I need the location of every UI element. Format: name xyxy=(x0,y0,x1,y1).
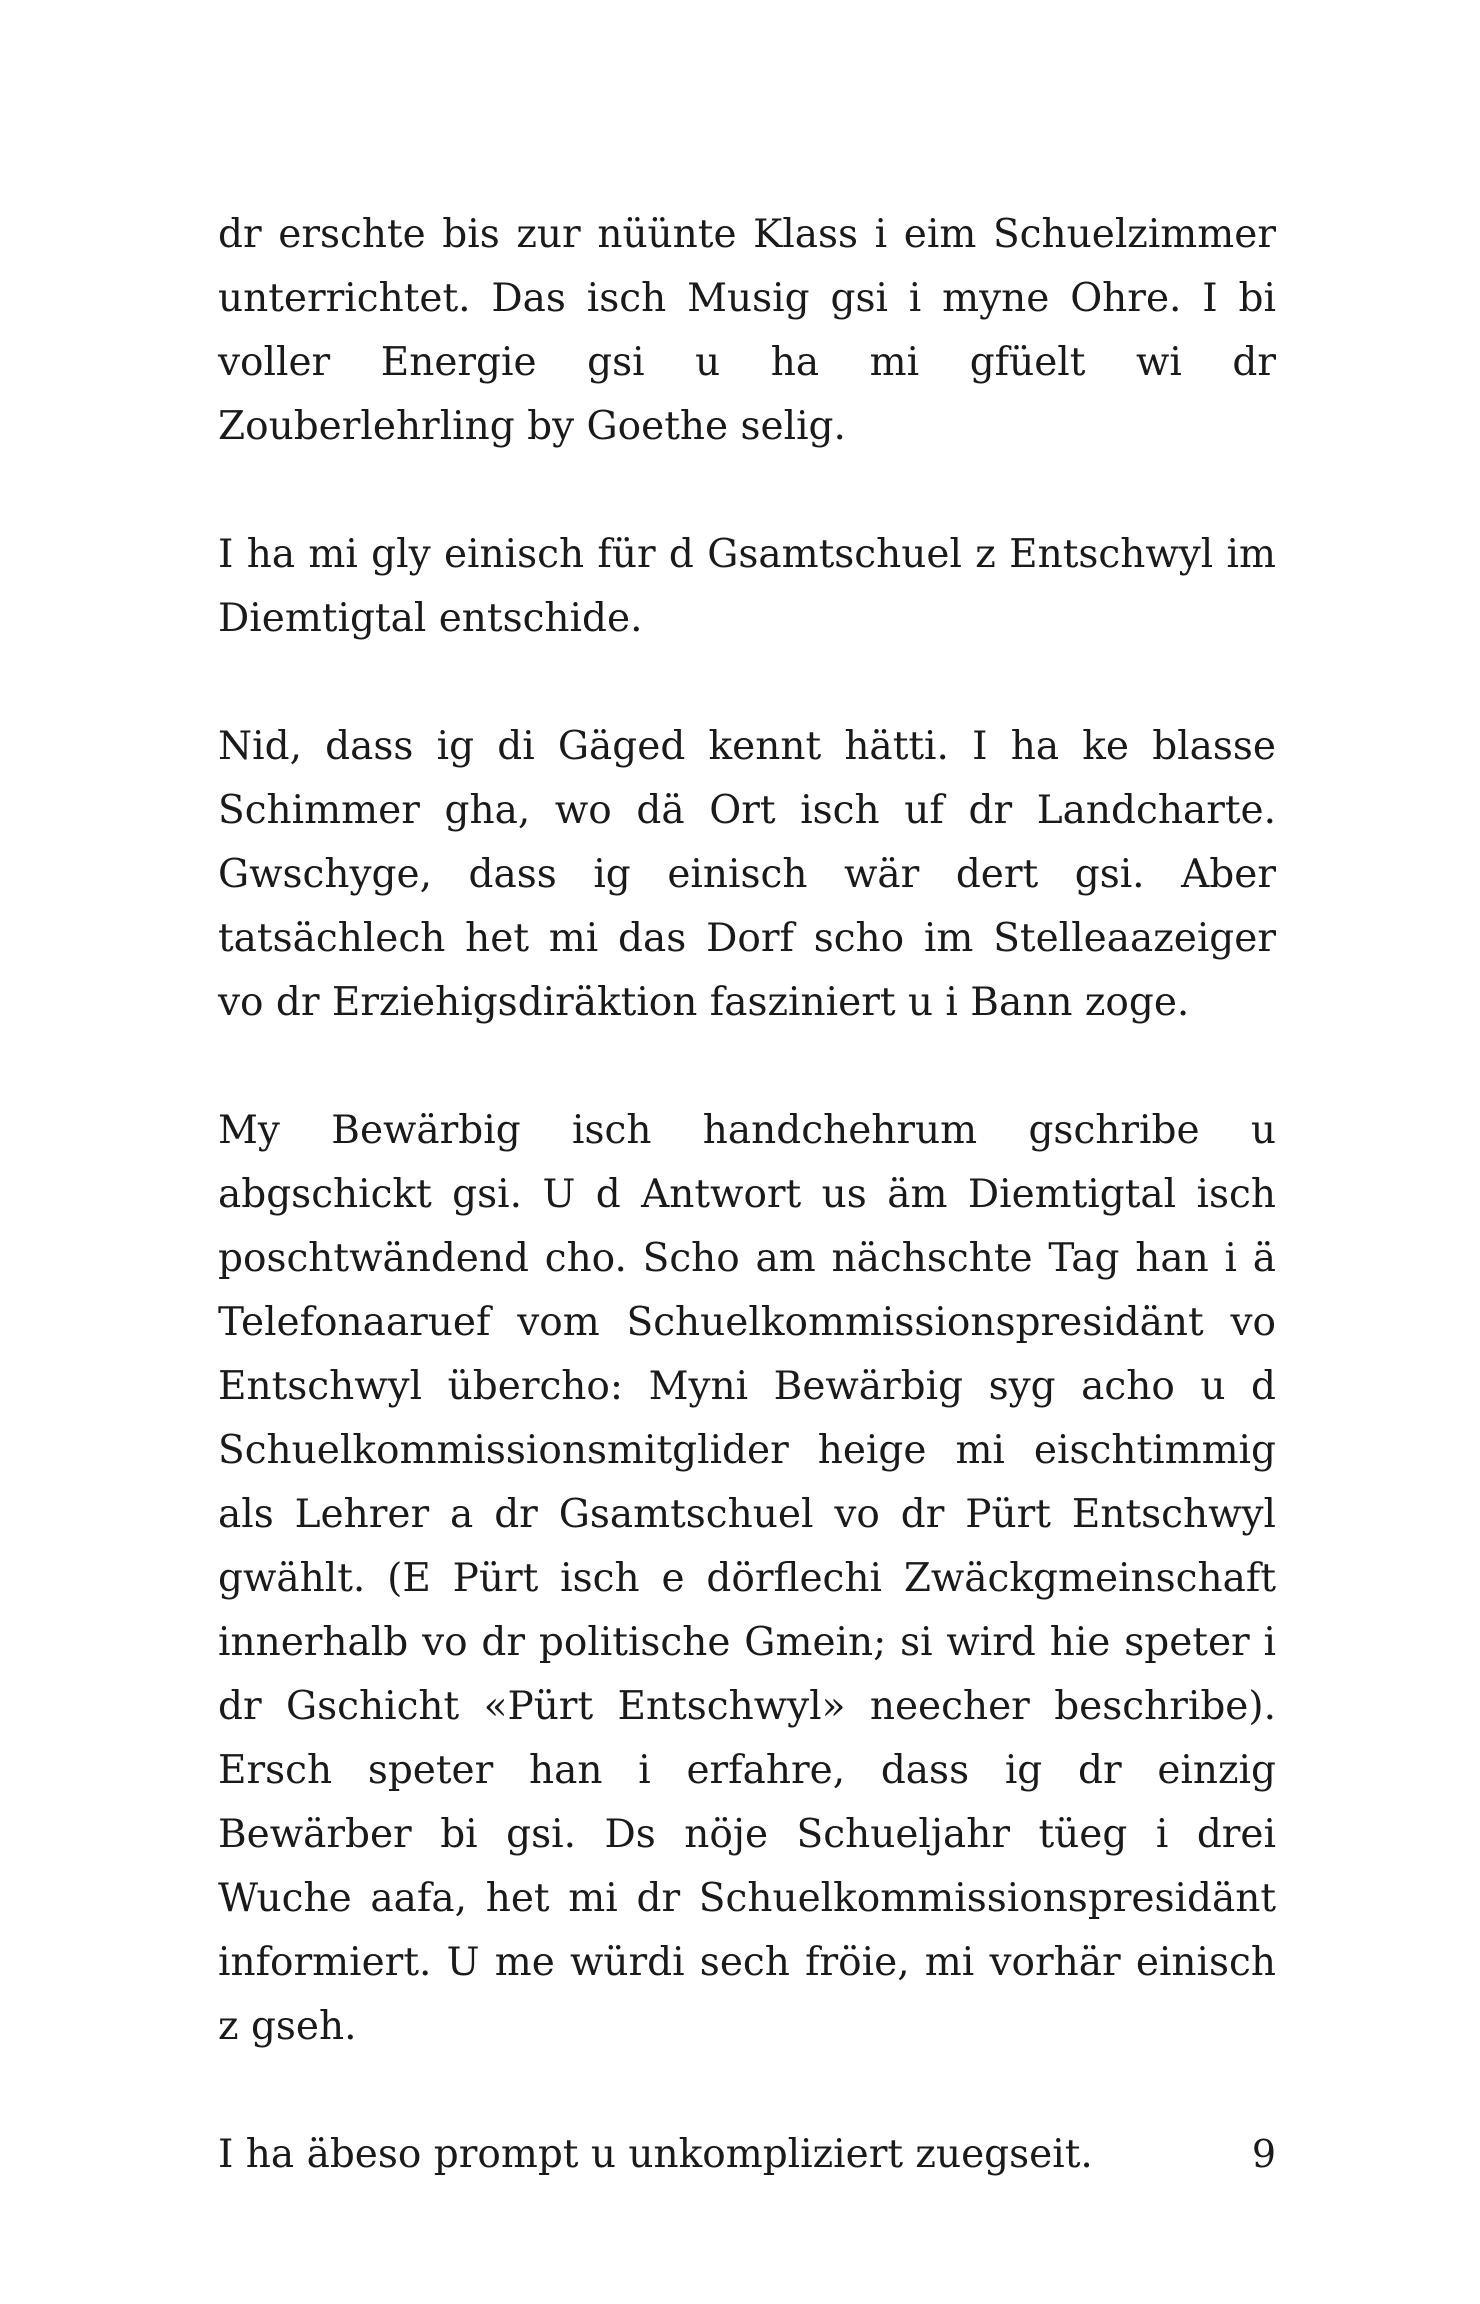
paragraph-2: I ha mi gly einisch für d Gsamtschuel z Entschwyl im Diemtigtal entschide. xyxy=(218,532,1276,641)
paragraph-3: Nid, dass ig di Gäged kennt hätti. I ha ke blasse Schimmer gha, wo dä Ort isch uf dr Landcharte. Gwschyge, dass ig einisch wär dert gsi. Aber tatsächlech het mi das Dorf scho im Stelleaazeiger vo dr Erziehigsdiräktion fasziniert u i Bann zoge. xyxy=(218,724,1276,1025)
paragraph-4: My Bewärbig isch handchehrum gschribe u abgschickt gsi. U d Antwort us äm Diemtigtal isch poschtwändend cho. Scho am nächschte Tag han i ä Telefonaaruef vom Schuelkommissionspresidänt vo Entschwyl übercho: Myni Bewärbig syg acho u d Schuelkommissionsmitglider heige mi eischtimmig als Lehrer a dr Gsamtschuel vo dr Pürt Entschwyl gwählt. (E Pürt isch e dörflechi Zwäckgmeinschaft innerhalb vo dr politische Gmein; si wird hie speter i dr Gschicht «Pürt Entschwyl» neecher beschribe). Ersch speter han i erfahre, dass ig dr einzig Bewärber bi gsi. Ds nöje Schueljahr tüeg i drei Wuche aafa, het mi dr Schuelkommissionspresidänt informiert. U me würdi sech fröie, mi vorhär einisch z gseh. xyxy=(218,1108,1276,2049)
paragraph-1: dr erschte bis zur nüünte Klass i eim Schuelzimmer unterrichtet. Das isch Musig gsi i myne Ohre. I bi voller Energie gsi u ha mi gfüelt wi dr Zouberlehrling by Goethe selig. xyxy=(218,212,1276,449)
page-number: 9 xyxy=(1251,2132,1276,2176)
body-text xyxy=(218,203,1276,2187)
paragraph-5: I ha äbeso prompt u unkompliziert zuegseit. xyxy=(218,2132,1093,2177)
